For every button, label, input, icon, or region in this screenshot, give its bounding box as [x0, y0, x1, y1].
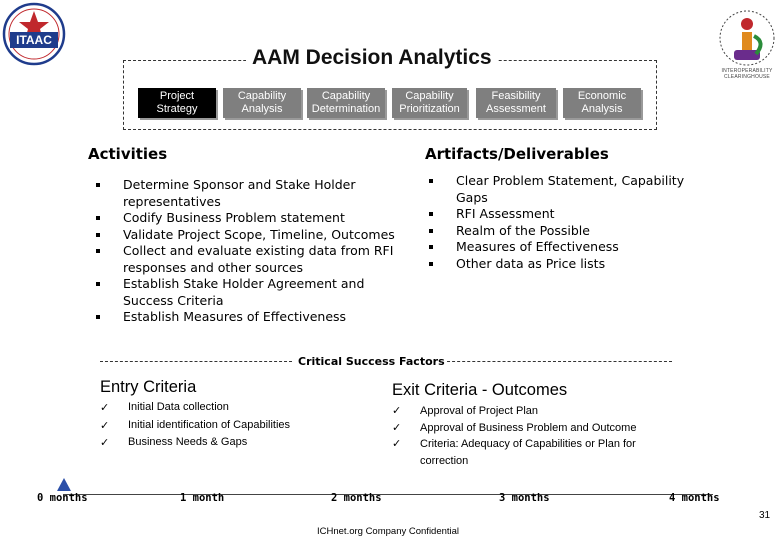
itaac-logo — [2, 2, 66, 66]
list-item: Establish Measures of Effectiveness — [94, 309, 404, 326]
step-feasibility-assessment[interactable]: Feasibility Assessment — [476, 88, 556, 118]
page-number: 31 — [759, 510, 771, 521]
timeline-label-4: 4 months — [669, 492, 720, 504]
clearinghouse-logo-text: INTEROPERABILITY CLEARINGHOUSE — [721, 68, 773, 80]
timeline-axis — [63, 494, 713, 495]
artifacts-list — [427, 173, 687, 272]
timeline-label-2: 2 months — [331, 492, 382, 504]
list-item: ✓ Business Needs & Gaps — [100, 434, 360, 452]
step-economic-analysis[interactable]: Economic Analysis — [563, 88, 641, 118]
exit-criteria-heading: Exit Criteria - Outcomes — [392, 381, 568, 399]
list-item: ✓ Approval of Business Problem and Outcome — [392, 420, 692, 437]
list-item: RFI Assessment — [427, 206, 687, 223]
page-title: AAM Decision Analytics — [246, 46, 498, 70]
list-item: ✓ Initial identification of Capabilities — [100, 417, 360, 435]
list-item: Codify Business Problem statement — [94, 210, 404, 227]
artifacts-heading: Artifacts/Deliverables — [425, 145, 609, 163]
confidential-footer: ICHnet.org Company Confidential — [317, 526, 460, 537]
activities-heading: Activities — [88, 145, 168, 163]
timeline-marker-icon — [57, 478, 71, 491]
list-item: Validate Project Scope, Timeline, Outcomes — [94, 227, 404, 244]
list-item: Collect and evaluate existing data from RFI responses and other sources — [94, 243, 404, 276]
divider — [100, 361, 292, 362]
list-item: Clear Problem Statement, Capability Gaps — [427, 173, 687, 206]
itaac-logo-text: ITAAC — [16, 33, 52, 47]
list-item: ✓ Initial Data collection — [100, 399, 360, 417]
timeline-label-3: 3 months — [499, 492, 550, 504]
step-capability-determination[interactable]: Capability Determination — [307, 88, 385, 118]
step-capability-analysis[interactable]: Capability Analysis — [223, 88, 301, 118]
entry-criteria-list — [100, 399, 360, 452]
exit-criteria-list — [392, 403, 692, 469]
divider — [442, 361, 672, 362]
list-item: Establish Stake Holder Agreement and Success Criteria — [94, 276, 404, 309]
list-item: Realm of the Possible — [427, 223, 687, 240]
entry-criteria-heading: Entry Criteria — [100, 378, 197, 396]
clearinghouse-logo — [716, 2, 778, 80]
list-item: Other data as Price lists — [427, 256, 687, 273]
critical-success-factors-label: Critical Success Factors — [298, 355, 445, 368]
list-item: Determine Sponsor and Stake Holder representatives — [94, 177, 404, 210]
list-item: Measures of Effectiveness — [427, 239, 687, 256]
step-project-strategy[interactable]: Project Strategy — [138, 88, 216, 118]
timeline-label-1: 1 month — [180, 492, 225, 504]
step-capability-prioritization[interactable]: Capability Prioritization — [392, 88, 467, 118]
activities-list — [94, 177, 404, 326]
timeline-label-0: 0 months — [37, 492, 88, 504]
list-item: ✓ Criteria: Adequacy of Capabilities or Plan for correction — [392, 436, 660, 469]
list-item: ✓ Approval of Project Plan — [392, 403, 692, 420]
